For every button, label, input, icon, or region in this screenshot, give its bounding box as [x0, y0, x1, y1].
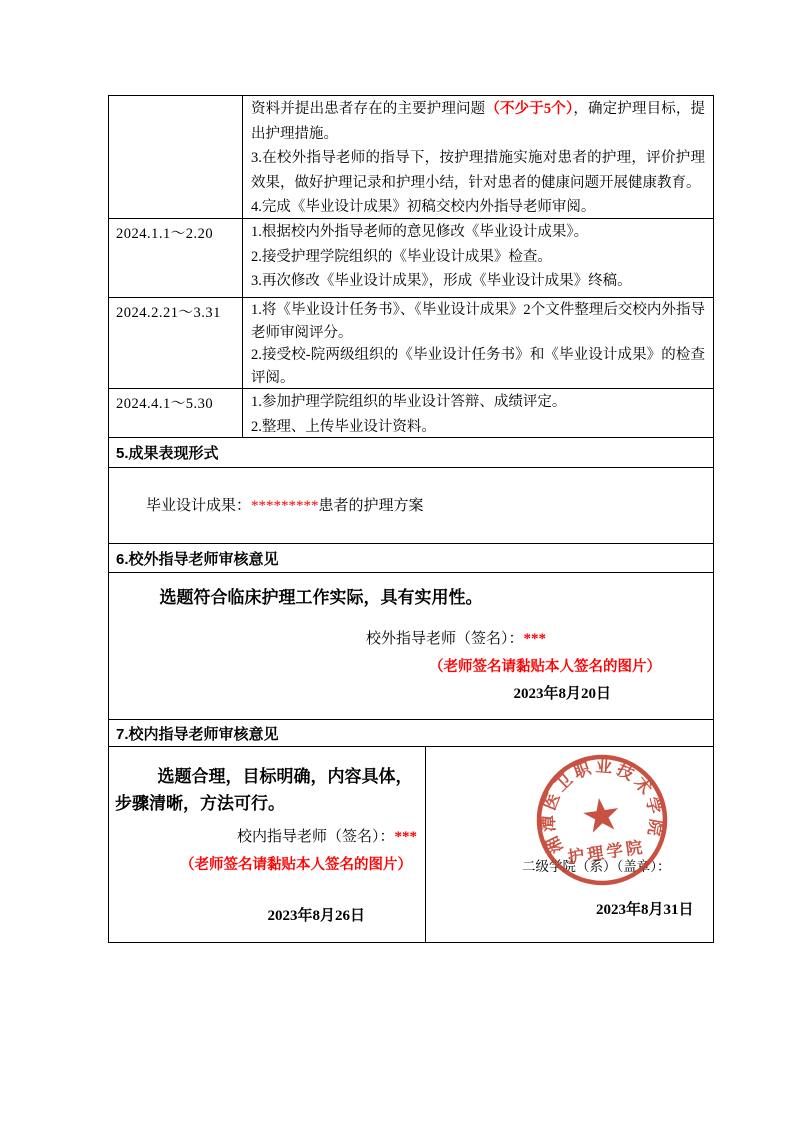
task-text: 资料并提出患者存在的主要护理问题 [251, 101, 486, 117]
section6-content [109, 586, 713, 720]
task-cell [243, 298, 713, 388]
red-requirement-text: （不少于5个） [485, 101, 574, 117]
task-text: ，确定护理目标，提出护理措施。 [251, 101, 706, 142]
stamp-star-icon: ★ [577, 787, 626, 844]
section5-header: 5.成果表现形式 [109, 438, 713, 468]
task-paragraph: 2.整理、上传毕业设计资料。 [251, 418, 436, 435]
task-paragraph: 2.接受护理学院组织的《毕业设计成果》检查。 [251, 248, 552, 265]
internal-teacher-comment: 选题合理，目标明确，内容具体，步骤清晰，方法可行。 [115, 767, 413, 813]
paste-signature-note: （老师签名请黏贴本人签名的图片） [429, 659, 661, 675]
task-paragraph: 1.将《毕业设计任务书》、《毕业设计成果》2个文件整理后交校内外指导老师审阅评分。 [251, 302, 705, 341]
result-text: 患者的护理方案 [318, 498, 424, 514]
external-signature-line [109, 627, 713, 648]
signature-stars: *** [523, 631, 547, 647]
task-paragraph: 1.参加护理学院组织的毕业设计答辩、成绩评定。 [251, 394, 567, 410]
task-paragraph: 3.在校外指导老师的指导下，按护理措施实施对患者的护理，评价护理效果，做好护理记录和护理小结，针对患者的健康问题开展健康教育。 [251, 150, 705, 191]
paste-signature-note: （老师签名请黏贴本人签名的图片） [180, 857, 412, 873]
task-paragraph [251, 97, 705, 146]
seal-label: 二级学院（系）（盖章）： [522, 859, 671, 874]
signature-stars: *** [394, 829, 417, 845]
date-cell: 2024.1.1～2.20 [109, 219, 243, 297]
task-paragraph: 4.完成《毕业设计成果》初稿交校内外指导老师审阅。 [251, 199, 596, 216]
task-paragraph: 1.根据校内外指导老师的意见修改《毕业设计成果》。 [251, 224, 589, 240]
section7-header: 7.校内指导老师审核意见 [109, 720, 713, 747]
task-cell [243, 96, 713, 218]
masked-title-stars: ********* [251, 498, 319, 514]
internal-review-date: 2023年8月26日 [267, 908, 365, 924]
department-seal-cell [426, 747, 713, 942]
task-book-table [108, 95, 714, 943]
external-teacher-comment: 选题符合临床护理工作实际，具有实用性。 [159, 588, 483, 607]
section7-content [109, 747, 713, 942]
result-label: 毕业设计成果： [146, 498, 252, 514]
signature-label: 校内指导老师（签名）： [236, 829, 395, 845]
schedule-row [109, 219, 713, 298]
stamp-school-text: 护理学院 [566, 837, 647, 868]
section5-content [109, 468, 713, 544]
date-cell: 2024.2.21～3.31 [109, 298, 243, 388]
date-cell-empty [109, 96, 243, 218]
external-review-date: 2023年8月20日 [513, 686, 611, 702]
date-cell: 2024.4.1～5.30 [109, 389, 243, 437]
seal-date: 2023年8月31日 [596, 902, 694, 918]
official-seal-stamp [520, 738, 685, 903]
schedule-row [109, 389, 713, 438]
schedule-row [109, 298, 713, 389]
section6-header: 6.校外指导老师审核意见 [109, 544, 713, 573]
task-cell [243, 389, 713, 437]
internal-signature-line [109, 825, 425, 846]
task-cell [243, 219, 713, 297]
svg-text:湘潭医卫职业技术学院 [529, 748, 670, 858]
stamp-ring-text: 湘潭医卫职业技术学院 [538, 756, 666, 857]
schedule-row [109, 96, 713, 219]
task-paragraph: 3.再次修改《毕业设计成果》，形成《毕业设计成果》终稿。 [251, 273, 632, 290]
signature-label: 校外指导老师（签名）： [366, 631, 524, 647]
internal-teacher-cell [109, 747, 426, 942]
task-paragraph: 2.接受校-院两级组织的《毕业设计任务书》和《毕业设计成果》的检查评阅。 [251, 347, 705, 386]
